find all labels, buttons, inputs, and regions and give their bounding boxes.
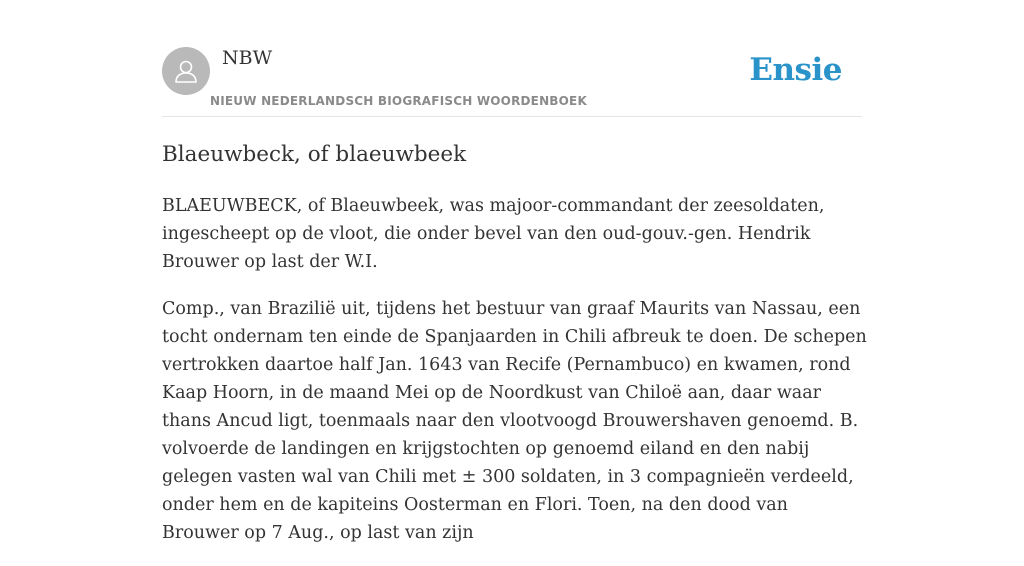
page-title: Blaeuwbeck, of blaeuwbeek: [162, 142, 467, 167]
user-icon: [172, 57, 200, 85]
article-paragraph: BLAEUWBECK, of Blaeuwbeek, was majoor-commandant der zeesoldaten, ingescheept op de vloot, die onder bevel van den oud-gouv.-gen. Hendrik Brouwer op last der W.I.: [162, 196, 825, 272]
avatar[interactable]: [162, 47, 210, 95]
ensie-logo[interactable]: Ensie: [749, 52, 842, 88]
article-paragraph: Comp., van Brazilië uit, tijdens het bestuur van graaf Maurits van Nassau, een tocht ondernam ten einde de Spanjaarden in Chili afbreuk te doen. De schepen vertrokken daartoe half Jan. 1643 van Recife (Pernambuco) en kwamen, rond Kaap Hoorn, in de maand Mei op de Noordkust van Chiloë aan, daar waar thans Ancud ligt, toenmaals naar den vlootvoogd Brouwershaven genoemd. B. volvoerde de landingen en krijgstochten op genoemd eiland en den nabij gelegen vasten wal van Chili met ± 300 soldaten, in 3 compagnieën verdeeld, onder hem en de kapiteins Oosterman en Flori. Toen, na den dood van Brouwer op 7 Aug., op last van zijn: [162, 299, 867, 543]
article-body: [162, 192, 867, 566]
source-name[interactable]: NBW: [222, 47, 273, 69]
source-subtitle: NIEUW NEDERLANDSCH BIOGRAFISCH WOORDENBOEK: [210, 94, 587, 108]
header: [162, 0, 862, 117]
